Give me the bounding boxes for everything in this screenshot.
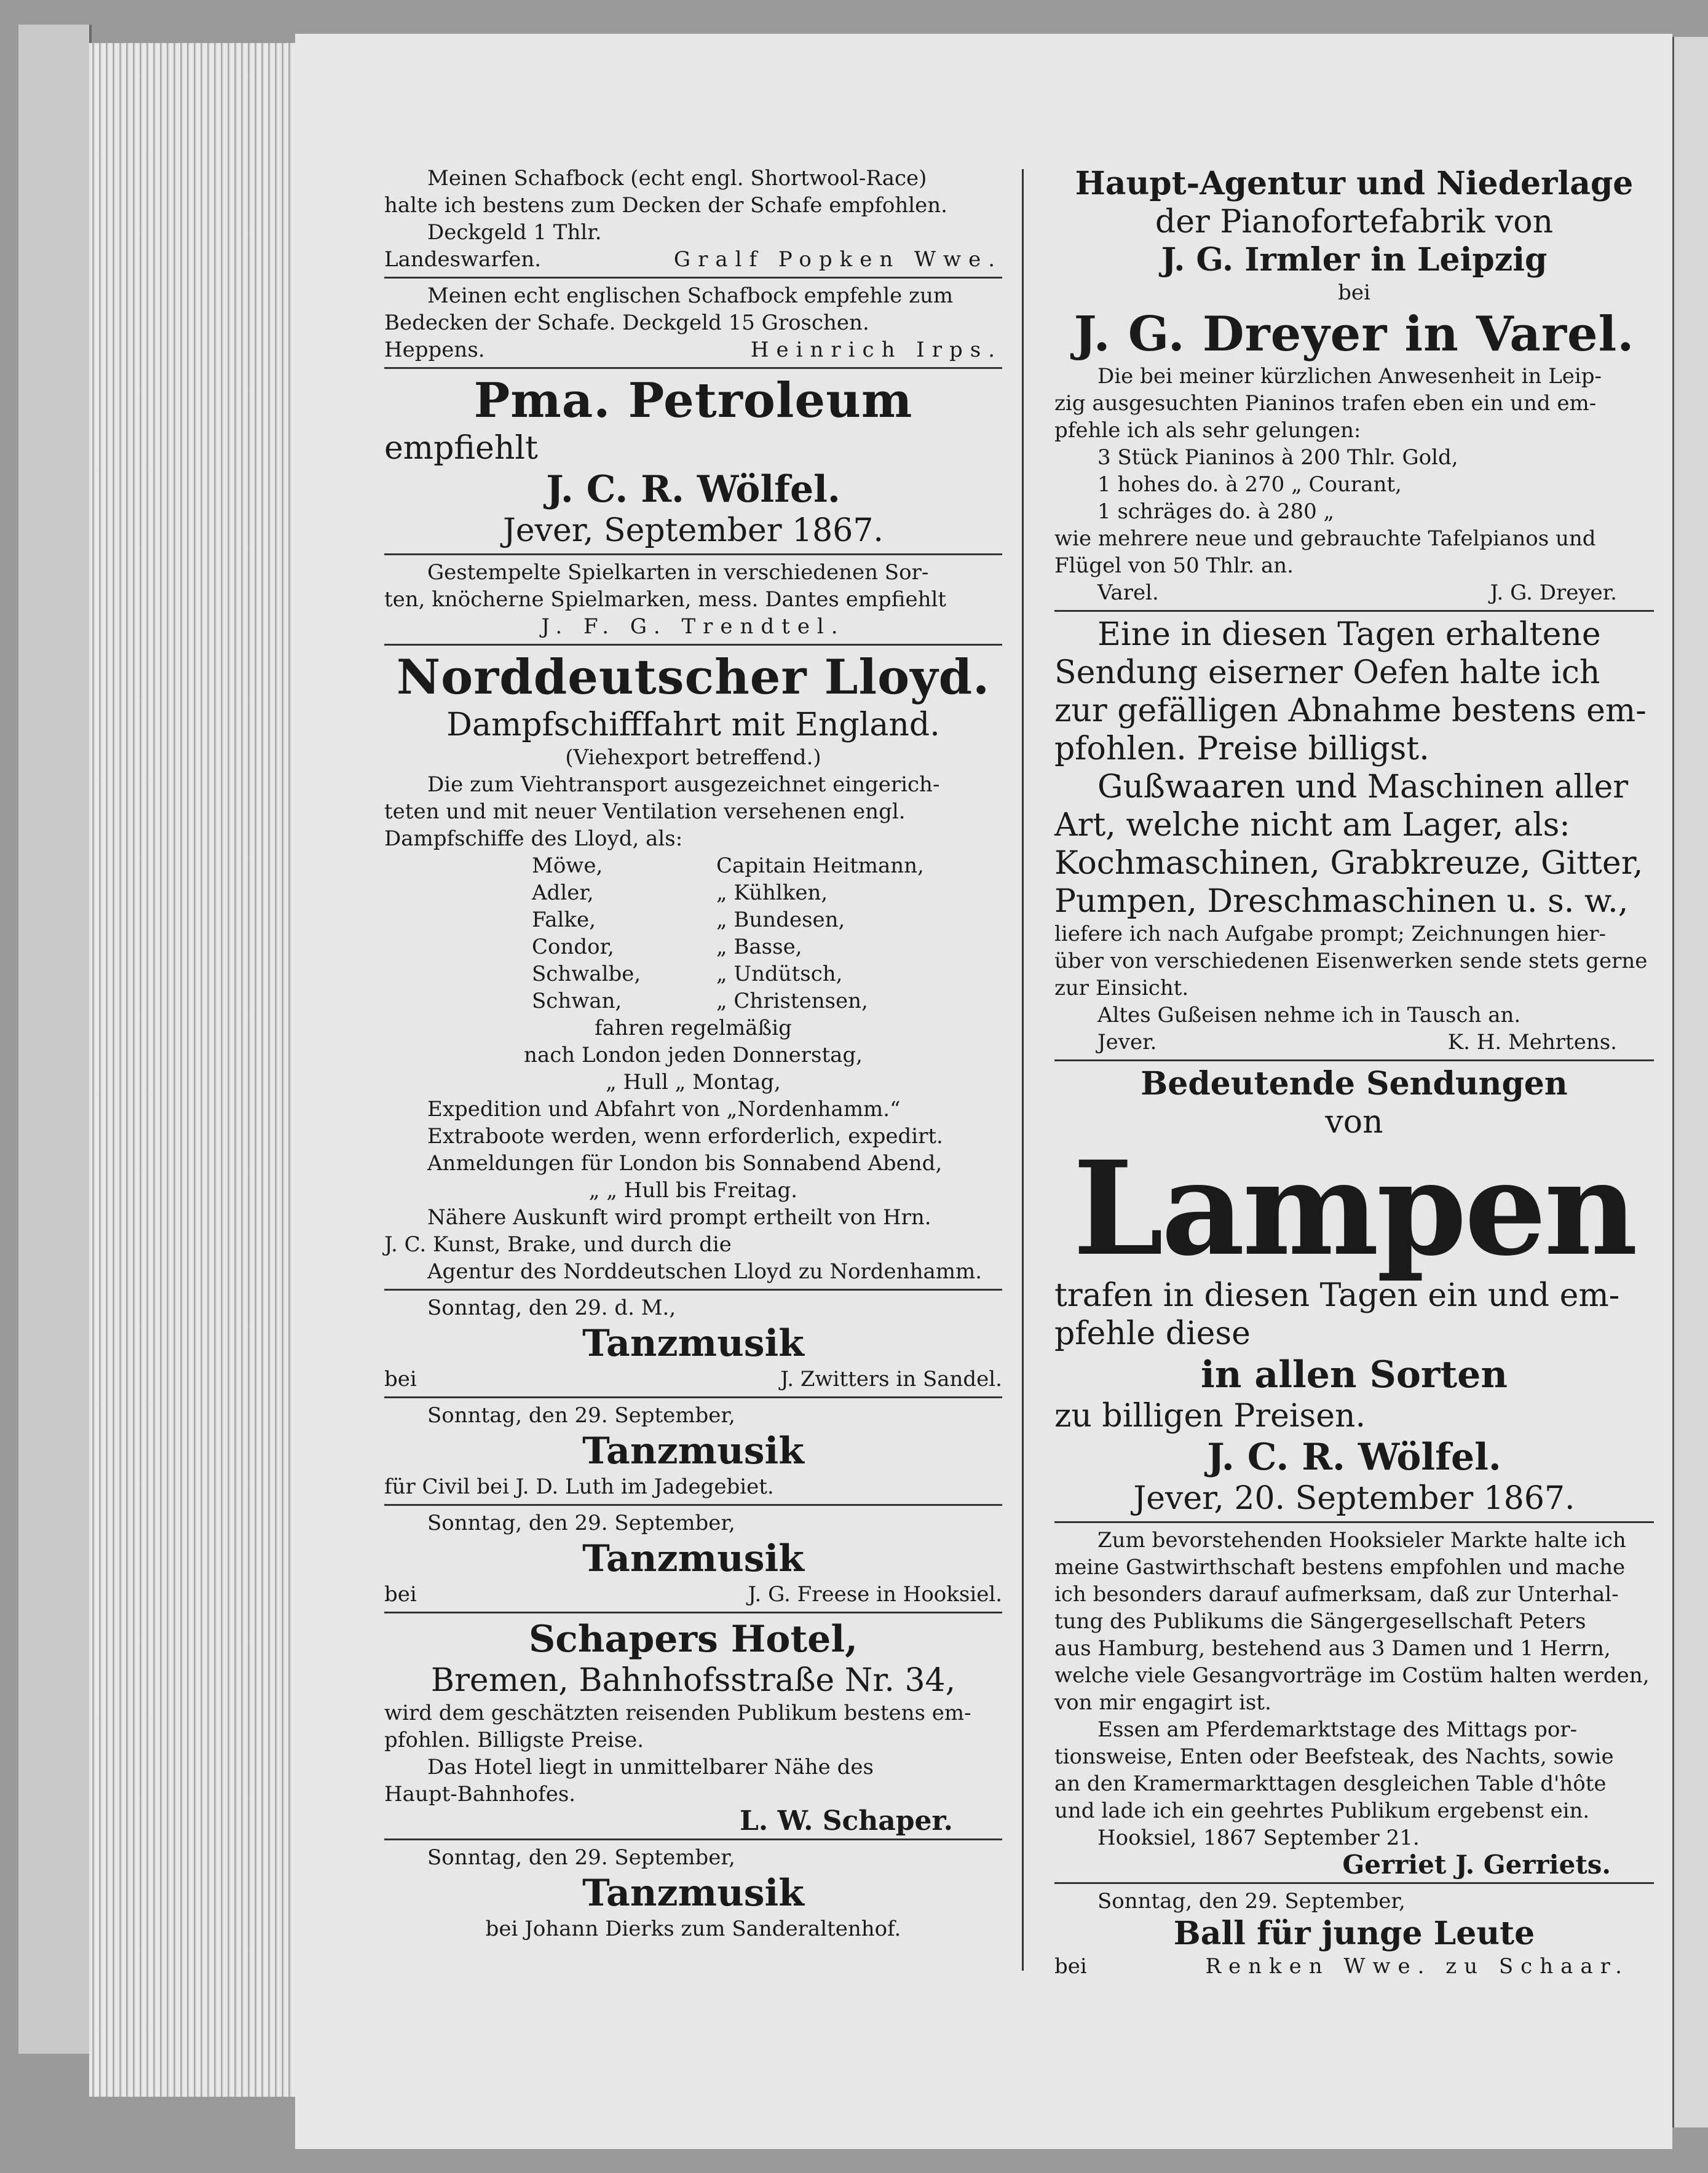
- ad-text: Agentur des Norddeutschen Lloyd zu Nordenhamm.: [427, 1259, 982, 1284]
- ad-date: Hooksiel, 1867 September 21.: [1097, 1826, 1420, 1850]
- ad-text: Essen am Pferdemarktstage des Mittags por-: [1097, 1717, 1578, 1742]
- ad-tanzmusik-dierks: [384, 1840, 1002, 1946]
- ad-text: Flügel von 50 Thlr. an.: [1054, 553, 1294, 578]
- ship-captain: „ Basse,: [716, 935, 802, 959]
- page-stack-edges: [89, 43, 295, 2097]
- ad-title: Norddeutscher Lloyd.: [396, 649, 990, 705]
- ad-text: Deckgeld 1 Thlr.: [427, 220, 602, 245]
- ad-title: Pma. Petroleum: [473, 373, 913, 429]
- ad-text: zu billigen Preisen.: [1054, 1398, 1366, 1435]
- ad-text: Sonntag, den 29. September,: [1097, 1889, 1406, 1914]
- ad-heading: von: [1325, 1104, 1383, 1141]
- ad-text: liefere ich nach Aufgabe prompt; Zeichnungen hier-: [1054, 922, 1606, 946]
- ad-text: bei: [1054, 1954, 1087, 1979]
- ship-captain: „ Undütsch,: [716, 962, 843, 986]
- ad-signature: [1054, 579, 1654, 606]
- ad-text: über von verschiedenen Eisenwerken sende stets gerne: [1054, 949, 1648, 973]
- ad-name: J. C. R. Wölfel.: [1207, 1436, 1501, 1479]
- ad-text: und lade ich ein geehrtes Publikum ergebenst ein.: [1054, 1799, 1590, 1823]
- ad-text: pfehle ich als sehr gelungen:: [1054, 418, 1361, 443]
- ad-heading: J. G. Irmler in Leipzig: [1161, 241, 1548, 279]
- ad-tanzmusik-zwitters: [384, 1291, 1002, 1398]
- ad-signature: [384, 1581, 1002, 1608]
- ad-text: Art, welche nicht am Lager, als:: [1054, 807, 1570, 844]
- ad-place: Heppens.: [384, 338, 485, 362]
- ad-petroleum: [384, 369, 1002, 555]
- ad-title: J. G. Dreyer in Varel.: [1073, 306, 1635, 362]
- ad-text: trafen in diesen Tagen ein und em-: [1054, 1277, 1620, 1314]
- ad-date: Jever, September 1867.: [503, 512, 884, 549]
- ad-heading: in allen Sorten: [1201, 1353, 1508, 1396]
- ad-text: „ Hull „ Montag,: [606, 1070, 781, 1094]
- ad-text: Sonntag, den 29. d. M.,: [427, 1296, 676, 1320]
- ad-signature: [1054, 1953, 1654, 1980]
- ad-subtitle: Dampfschifffahrt mit England.: [446, 707, 940, 743]
- ad-text: pfohlen. Preise billigst.: [1054, 730, 1429, 767]
- ad-text: wie mehrere neue und gebrauchte Tafelpianos und: [1054, 526, 1596, 551]
- ad-item: 1 schräges do. à 280 „: [1097, 499, 1335, 524]
- ad-text: zur gefälligen Abnahme bestens em-: [1054, 692, 1647, 729]
- ad-schapers-hotel: [384, 1613, 1002, 1840]
- ad-text: aus Hamburg, bestehend aus 3 Damen und 1 Herrn,: [1054, 1636, 1611, 1661]
- ad-text: von mir engagirt ist.: [1054, 1690, 1271, 1715]
- ad-text: bei: [384, 1367, 417, 1391]
- ad-signature: [384, 336, 1002, 363]
- ad-title: Tanzmusik: [582, 1872, 804, 1915]
- ad-text: Sonntag, den 29. September,: [427, 1845, 735, 1870]
- ad-text: tionsweise, Enten oder Beefsteak, des Nachts, sowie: [1054, 1744, 1614, 1769]
- ad-oefen-mehrtens: [1054, 612, 1654, 1061]
- ad-text: Haupt-Bahnhofes.: [384, 1782, 576, 1807]
- ad-text: Sonntag, den 29. September,: [427, 1511, 735, 1535]
- ad-name: J. G. Freese in Hooksiel.: [748, 1582, 1002, 1607]
- ship-captain: Capitain Heitmann,: [716, 853, 924, 878]
- ad-text: Kochmaschinen, Grabkreuze, Gitter,: [1054, 845, 1643, 882]
- ad-schafbock-irps: [384, 279, 1002, 369]
- ad-heading: Bedeutende Sendungen: [1141, 1065, 1568, 1102]
- ad-name: Renken Wwe. zu Schaar.: [1205, 1954, 1629, 1979]
- ad-text: Gußwaaren und Maschinen aller: [1097, 769, 1629, 805]
- ad-note: (Viehexport betreffend.): [565, 745, 821, 770]
- ad-text: welche viele Gesangvorträge im Costüm halten werden,: [1054, 1663, 1650, 1688]
- ad-name: für Civil bei J. D. Luth im Jadegebiet.: [384, 1474, 774, 1499]
- ad-text: teten und mit neuer Ventilation versehenen engl.: [384, 799, 906, 824]
- ad-text: halte ich bestens zum Decken der Schafe empfohlen.: [384, 193, 947, 218]
- ship-name: Condor,: [532, 935, 614, 959]
- ad-text: Das Hotel liegt in unmittelbarer Nähe des: [427, 1755, 874, 1779]
- book-cover-edge: [18, 25, 92, 2054]
- ad-text: nach London jeden Donnerstag,: [524, 1043, 863, 1067]
- ad-date: Jever, 20. September 1867.: [1133, 1480, 1575, 1517]
- ad-text: „ „ Hull bis Freitag.: [588, 1178, 798, 1203]
- ad-heading: Haupt-Agentur und Niederlage: [1075, 165, 1634, 202]
- ad-text: pfehle diese: [1054, 1315, 1251, 1352]
- ad-text: zig ausgesuchten Pianinos trafen eben ein und em-: [1054, 391, 1597, 416]
- ad-text: Altes Gußeisen nehme ich in Tausch an.: [1097, 1003, 1521, 1027]
- ad-text: Zum bevorstehenden Hooksieler Markte halte ich: [1097, 1528, 1626, 1553]
- ad-title: Lampen: [1072, 1133, 1636, 1284]
- ad-text: Gestempelte Spielkarten in verschiedenen Sor-: [427, 560, 929, 585]
- ad-text: Die bei meiner kürzlichen Anwesenheit in Leip-: [1097, 364, 1602, 389]
- ad-name: L. W. Schaper.: [739, 1805, 953, 1837]
- ad-name: K. H. Mehrtens.: [1447, 1030, 1617, 1055]
- ad-ball-renken: [1054, 1884, 1654, 1984]
- ad-place: Jever.: [1097, 1030, 1157, 1055]
- ship-row: [532, 933, 1002, 960]
- ad-text: Anmeldungen für London bis Sonnabend Abend,: [427, 1151, 943, 1176]
- ad-name: Gralf Popken Wwe.: [673, 247, 1002, 272]
- ad-name: J. F. G. Trendtel.: [541, 614, 845, 639]
- ship-captain: „ Christensen,: [716, 989, 868, 1013]
- ship-captain: „ Kühlken,: [716, 881, 828, 905]
- ad-text: Bedecken der Schafe. Deckgeld 15 Groschen.: [384, 311, 869, 335]
- ship-row: [532, 960, 1002, 988]
- ad-text: Sonntag, den 29. September,: [427, 1403, 735, 1428]
- ad-signature: [1054, 1029, 1654, 1056]
- ad-hooksiel-gerriets: [1054, 1523, 1654, 1884]
- ship-row: [532, 852, 1002, 879]
- ad-text: pfohlen. Billigste Preise.: [384, 1728, 644, 1752]
- ad-name: Heinrich Irps.: [750, 338, 1002, 362]
- ad-text: tung des Publikums die Sängergesellschaft Peters: [1054, 1609, 1586, 1634]
- ship-name: Schwan,: [532, 989, 622, 1013]
- ad-name: bei Johann Dierks zum Sanderaltenhof.: [485, 1917, 901, 1941]
- ad-title: Tanzmusik: [582, 1430, 804, 1473]
- ad-item: 3 Stück Pianinos à 200 Thlr. Gold,: [1097, 445, 1458, 470]
- ad-name: Gerriet J. Gerriets.: [1342, 1850, 1611, 1880]
- ad-signature: [384, 246, 1002, 273]
- ad-text: Eine in diesen Tagen erhaltene: [1097, 616, 1601, 653]
- ad-signature: [384, 1366, 1002, 1393]
- ad-text: empfiehlt: [384, 430, 538, 467]
- ship-row: [532, 879, 1002, 906]
- ad-name: J. Zwitters in Sandel.: [780, 1367, 1002, 1391]
- ship-row: [532, 988, 1002, 1015]
- ad-tanzmusik-luth: [384, 1398, 1002, 1506]
- ad-place: Landeswarfen.: [384, 247, 542, 272]
- facing-page-edge: [1672, 37, 1708, 2127]
- right-column: [1054, 161, 1654, 1984]
- ad-tanzmusik-freese: [384, 1506, 1002, 1613]
- ad-text: Meinen Schafbock (echt engl. Shortwool-Race): [427, 166, 927, 191]
- ad-norddeutscher-lloyd: [384, 646, 1002, 1291]
- ad-text: J. C. Kunst, Brake, und durch die: [384, 1232, 732, 1257]
- ad-text: Dampfschiffe des Lloyd, als:: [384, 826, 683, 851]
- ad-name: J. G. Dreyer.: [1490, 580, 1617, 605]
- ad-text: Nähere Auskunft wird prompt ertheilt von Hrn.: [427, 1205, 931, 1230]
- ad-title: Tanzmusik: [582, 1322, 804, 1365]
- ad-subtitle: Bremen, Bahnhofsstraße Nr. 34,: [430, 1662, 956, 1699]
- ad-item: 1 hohes do. à 270 „ Courant,: [1097, 472, 1402, 497]
- ad-title: Schapers Hotel,: [528, 1618, 858, 1661]
- ship-name: Falke,: [532, 908, 596, 932]
- ad-text: an den Kramermarkttagen desgleichen Table d'hôte: [1054, 1771, 1607, 1796]
- ship-captain: „ Bundesen,: [716, 908, 845, 932]
- ad-pianoforte-dreyer: [1054, 161, 1654, 612]
- ship-list: [384, 852, 1002, 1015]
- ship-row: [532, 906, 1002, 933]
- ship-name: Adler,: [532, 881, 594, 905]
- ad-title: Tanzmusik: [582, 1537, 804, 1580]
- ad-text: Meinen echt englischen Schafbock empfehle zum: [427, 283, 954, 308]
- ad-text: zur Einsicht.: [1054, 976, 1189, 1000]
- ad-text: Die zum Viehtransport ausgezeichnet eingerich-: [427, 772, 940, 797]
- ad-name: J. C. R. Wölfel.: [546, 468, 840, 511]
- ship-name: Möwe,: [532, 853, 603, 878]
- ad-text: Expedition und Abfahrt von „Nordenhamm.“: [427, 1097, 901, 1122]
- left-column: [384, 161, 1002, 1946]
- ad-title: Ball für junge Leute: [1173, 1915, 1535, 1952]
- ad-place: Varel.: [1097, 580, 1159, 605]
- ad-text: Extraboote werden, wenn erforderlich, expedirt.: [427, 1124, 943, 1149]
- ship-name: Schwalbe,: [532, 962, 641, 986]
- ad-lampen-woelfel: [1054, 1061, 1654, 1523]
- ad-text: Pumpen, Dreschmaschinen u. s. w.,: [1054, 883, 1629, 920]
- ad-text: Sendung eiserner Oefen halte ich: [1054, 654, 1600, 691]
- column-divider: [1022, 169, 1024, 1971]
- ad-text: meine Gastwirthschaft bestens empfohlen und mache: [1054, 1555, 1626, 1580]
- ad-text: ten, knöcherne Spielmarken, mess. Dantes empfiehlt: [384, 587, 947, 612]
- ad-schafbock-popken: [384, 161, 1002, 279]
- ad-text: fahren regelmäßig: [595, 1016, 792, 1040]
- ad-heading: der Pianofortefabrik von: [1155, 204, 1554, 240]
- ad-text: ich besonders darauf aufmerksam, daß zur Unterhal-: [1054, 1582, 1619, 1607]
- ad-text: bei: [384, 1582, 417, 1607]
- ad-text: bei: [1338, 280, 1370, 305]
- ad-spielkarten: [384, 555, 1002, 646]
- ad-text: wird dem geschätzten reisenden Publikum bestens em-: [384, 1701, 971, 1725]
